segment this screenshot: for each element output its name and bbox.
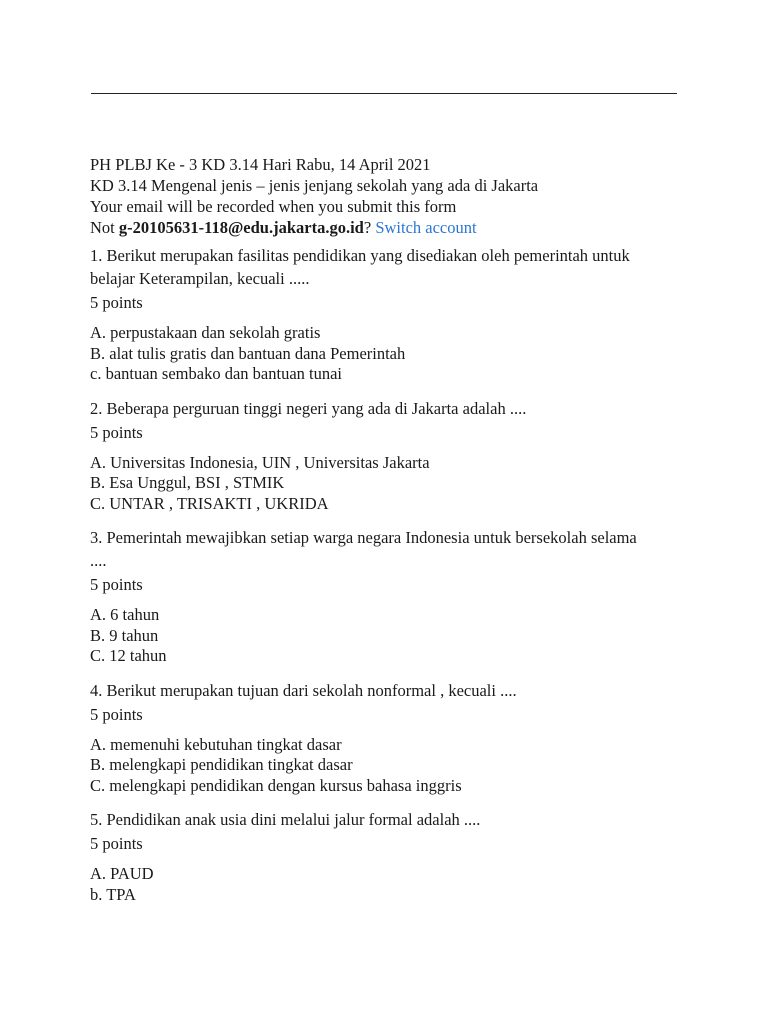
option-item[interactable]: B. 9 tahun (90, 625, 159, 645)
question-text: 1. Berikut merupakan fasilitas pendidikan yang disediakan oleh pemerintah untuk belajar Keterampilan, kecuali ..... (90, 246, 630, 288)
question-1 (90, 244, 700, 385)
account-line (90, 217, 700, 238)
question-points: 5 points (90, 575, 143, 594)
question-mark: ? (363, 218, 372, 237)
question-5 (90, 808, 700, 905)
question-4 (90, 679, 700, 797)
option-item[interactable]: A. 6 tahun (90, 605, 160, 624)
not-prefix: Not (90, 218, 119, 237)
option-item[interactable]: b. TPA (90, 884, 136, 904)
option-item[interactable]: C. melengkapi pendidikan dengan kursus bahasa inggris (90, 775, 462, 795)
question-points: 5 points (90, 422, 143, 442)
question-points: 5 points (90, 704, 143, 724)
option-list (90, 605, 700, 667)
top-divider (91, 93, 677, 94)
question-text: 2. Beberapa perguruan tinggi negeri yang ada di Jakarta adalah .... (90, 398, 527, 418)
option-item[interactable]: C. UNTAR , TRISAKTI , UKRIDA (90, 493, 329, 513)
form-document (90, 154, 700, 905)
option-item[interactable]: c. bantuan sembako dan bantuan tunai (90, 364, 343, 383)
option-item[interactable]: B. alat tulis gratis dan bantuan dana Pemerintah (90, 343, 406, 363)
form-header (90, 154, 700, 238)
option-list (90, 864, 700, 905)
option-item[interactable]: A. PAUD (90, 864, 154, 883)
option-item[interactable]: A. Universitas Indonesia, UIN , Universitas Jakarta (90, 452, 430, 472)
option-item[interactable]: C. 12 tahun (90, 646, 167, 665)
question-3 (90, 526, 700, 667)
switch-account-link[interactable]: Switch account (375, 218, 477, 237)
question-points: 5 points (90, 834, 143, 853)
option-item[interactable]: A. memenuhi kebutuhan tingkat dasar (90, 734, 342, 754)
question-2 (90, 397, 700, 515)
option-list (90, 453, 700, 515)
question-text: 5. Pendidikan anak usia dini melalui jalur formal adalah .... (90, 810, 481, 829)
form-title: PH PLBJ Ke - 3 KD 3.14 Hari Rabu, 14 April 2021 (90, 155, 431, 174)
question-text: 3. Pemerintah mewajibkan setiap warga negara Indonesia untuk bersekolah selama .... (90, 528, 637, 570)
option-list (90, 735, 700, 797)
question-points: 5 points (90, 293, 143, 312)
form-subtitle: KD 3.14 Mengenal jenis – jenis jenjang sekolah yang ada di Jakarta (90, 176, 539, 195)
option-item[interactable]: B. Esa Unggul, BSI , STMIK (90, 473, 285, 492)
question-text: 4. Berikut merupakan tujuan dari sekolah nonformal , kecuali .... (90, 680, 517, 700)
option-item[interactable]: B. melengkapi pendidikan tingkat dasar (90, 755, 353, 774)
option-item[interactable]: A. perpustakaan dan sekolah gratis (90, 323, 321, 342)
account-email: g-20105631-118@edu.jakarta.go.id (118, 218, 364, 237)
option-list (90, 323, 700, 385)
email-notice: Your email will be recorded when you submit this form (90, 197, 457, 216)
